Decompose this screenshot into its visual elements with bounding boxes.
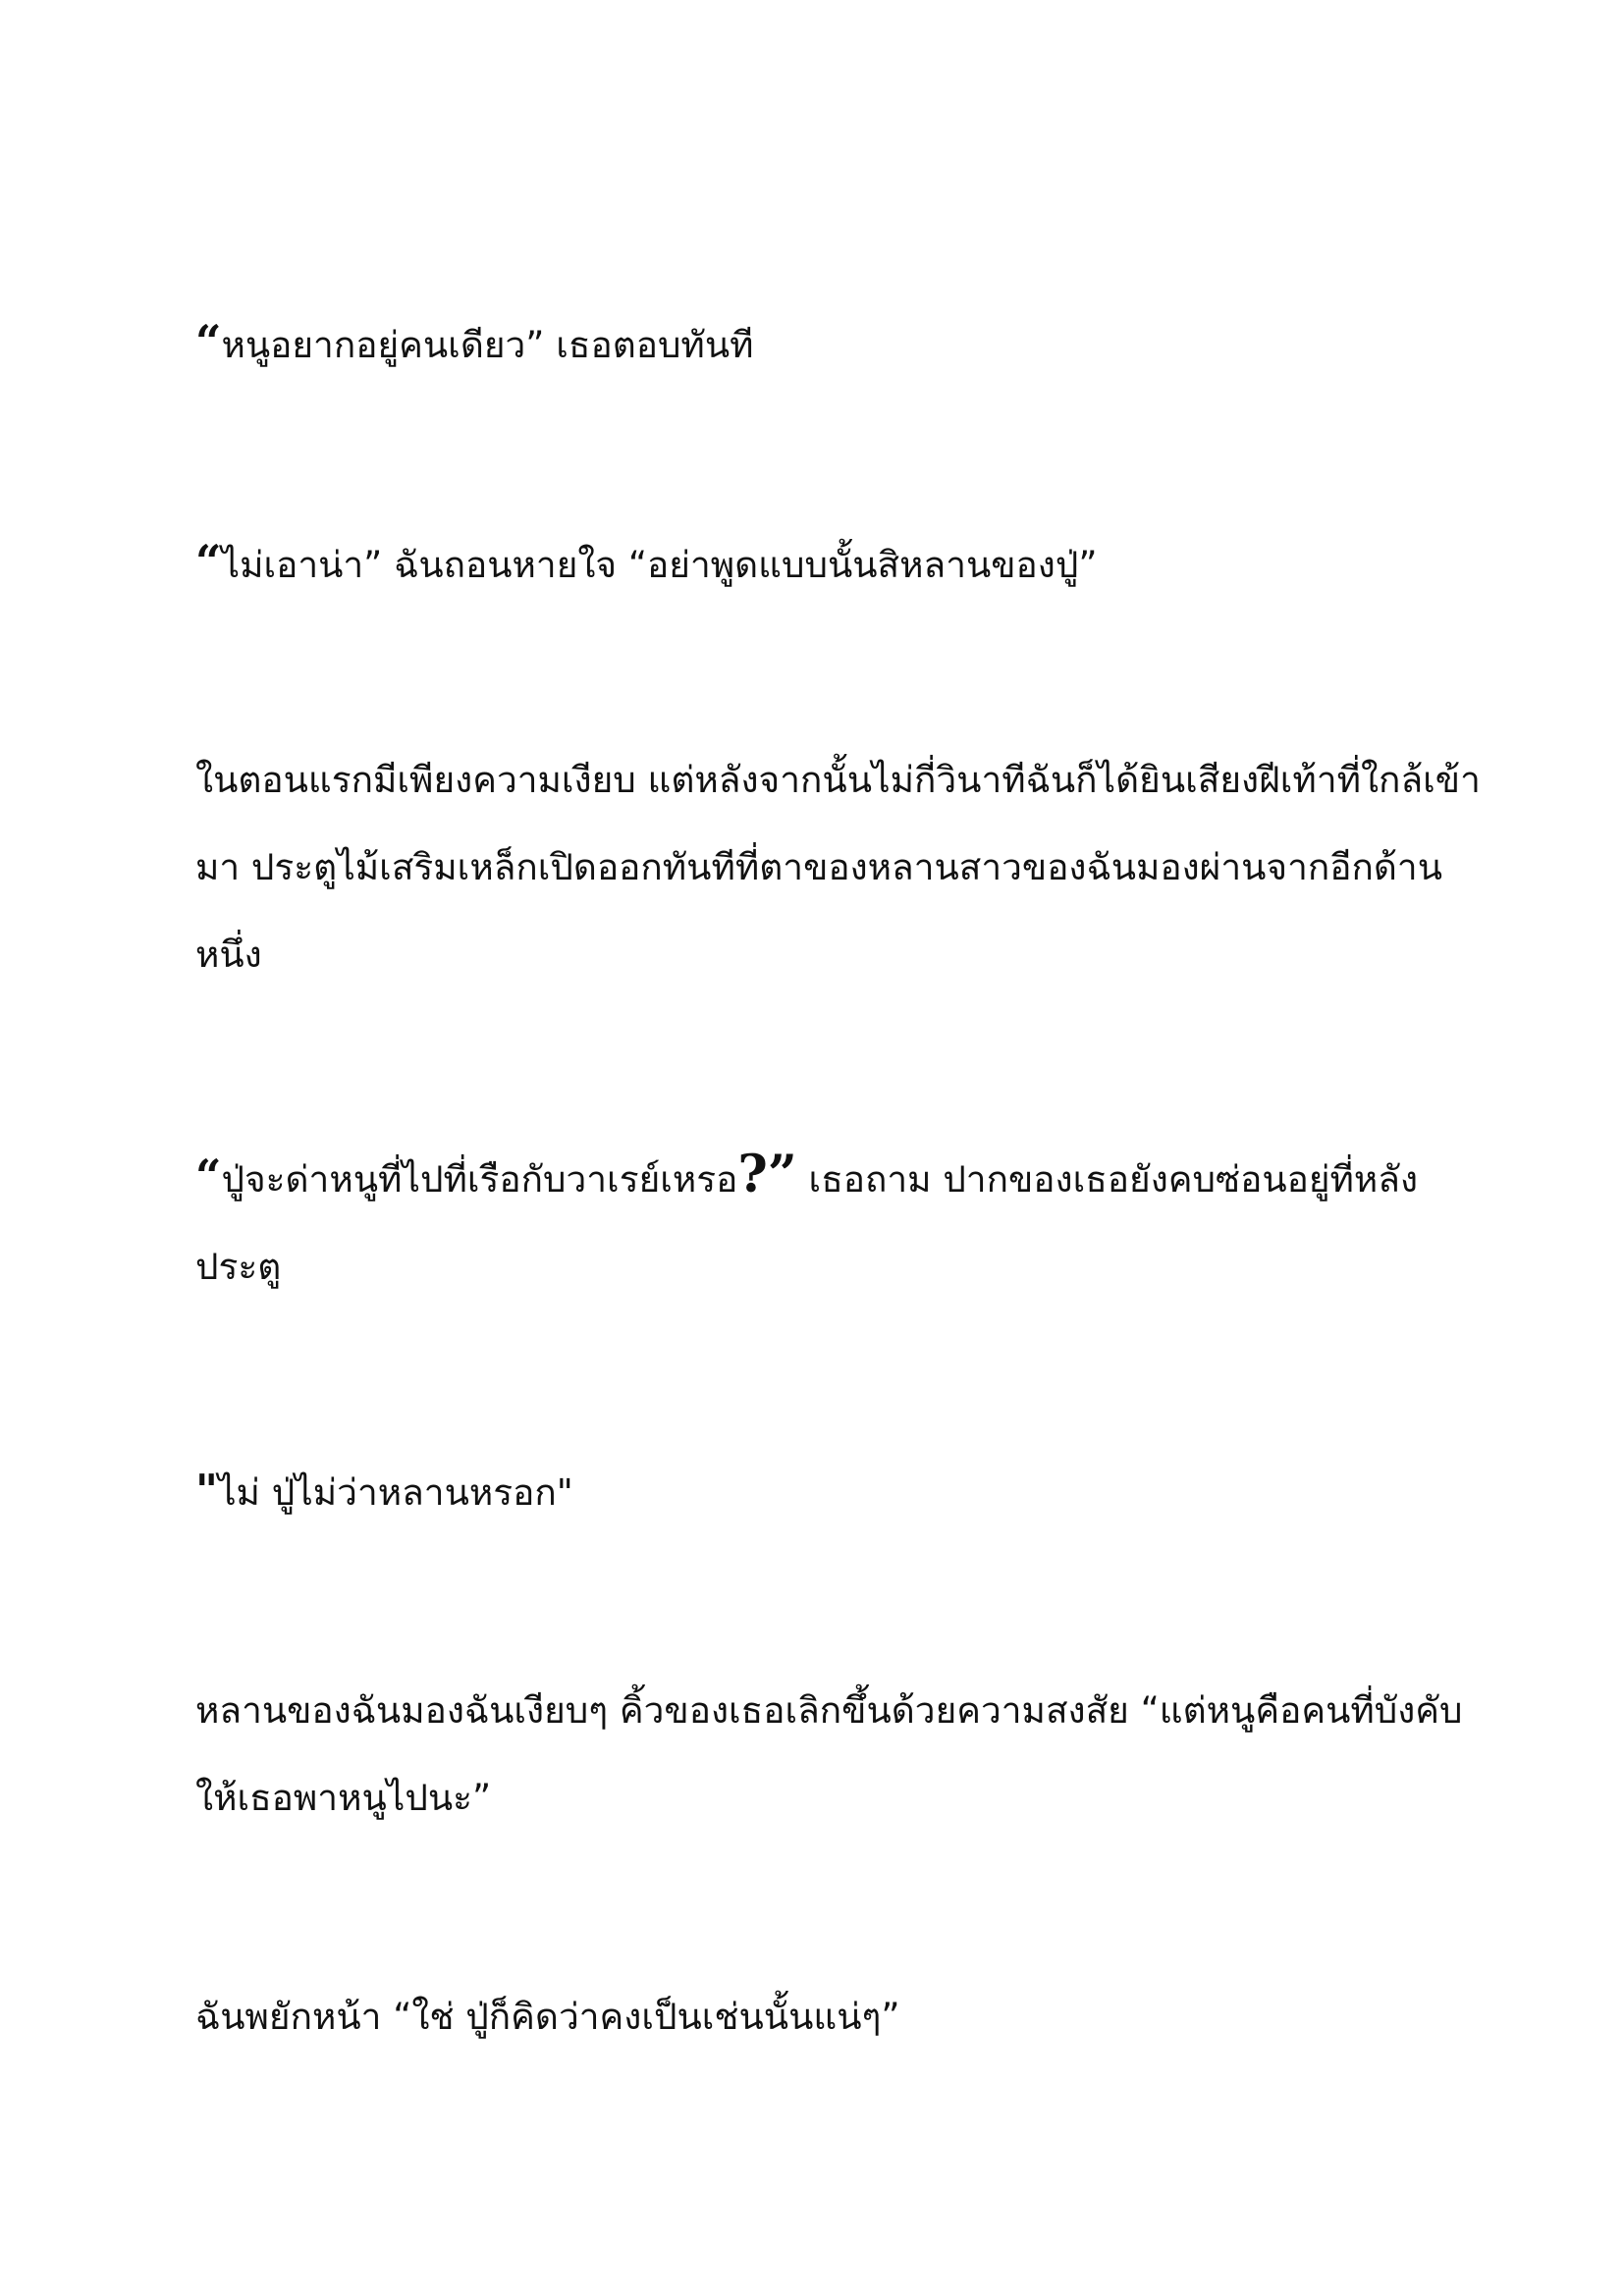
paragraph-4-line-1 [195,1131,1442,1223]
paragraph-4 [195,1131,1442,1310]
paragraph-3-line-1: ในตอนแรกมีเพียงความเงียบ แต่หลังจากนั้นไม่กี่วินาทีฉันก็ได้ยินเสียงฝีเท้าที่ใกล้เข้า [195,759,1481,801]
paragraph-4-text-after-mark: เธอถาม ปากของเธอยังคบซ่อนอยู่ที่หลัง [796,1158,1419,1201]
open-quote-mark: “ [195,1149,222,1202]
paragraph-7-line: ฉันพยักหน้า “ใช่ ปู่ก็คิดว่าคงเป็นเช่นนั้นแน่ๆ” [195,1996,900,2038]
paragraph-1-line [195,298,1442,389]
paragraph-6-line-1: หลานของฉันมองฉันเงียบๆ คิ้วของเธอเลิกขึ้นด้วยความสงสัย “แต่หนูคือคนที่บังคับ [195,1689,1463,1732]
paragraph-4-line-2: ประตู [195,1246,282,1288]
paragraph-7 [195,1973,1442,2060]
paragraph-5 [195,1447,1442,1536]
paragraph-1 [195,298,1442,389]
paragraph-2-line [195,518,1442,609]
paragraph-5-text: ไม่ ปู่ไม่ว่าหลานหรอก" [217,1471,573,1514]
open-quote-mark: " [195,1466,218,1516]
paragraph-3-line-2: มา ประตูไม้เสริมเหล็กเปิดออกทันทีที่ตาของหลานสาวของฉันมองผ่านจากอีกด้าน [195,846,1442,888]
paragraph-3 [195,736,1481,998]
open-quote-mark: “ [195,535,222,588]
paragraph-6 [195,1667,1463,1842]
paragraph-3-line-3: หนึ่ง [195,934,262,976]
question-quote-mark: ?” [737,1145,797,1204]
paragraph-1-text: หนูอยากอยู่คนเดียว” เธอตอบทันที [221,324,754,366]
paragraph-5-line [195,1447,1442,1536]
paragraph-6-line-2: ให้เธอพาหนูไปนะ” [195,1777,492,1819]
paragraph-4-text-before-mark: ปู่จะด่าหนูที่ไปที่เรือกับวาเรย์เหรอ [221,1158,738,1201]
paragraph-2 [195,518,1442,609]
open-quote-mark: “ [195,315,222,368]
paragraph-2-text: ไม่เอาน่า” ฉันถอนหายใจ “อย่าพูดแบบนั้นสิหลานของปู่” [221,544,1098,586]
